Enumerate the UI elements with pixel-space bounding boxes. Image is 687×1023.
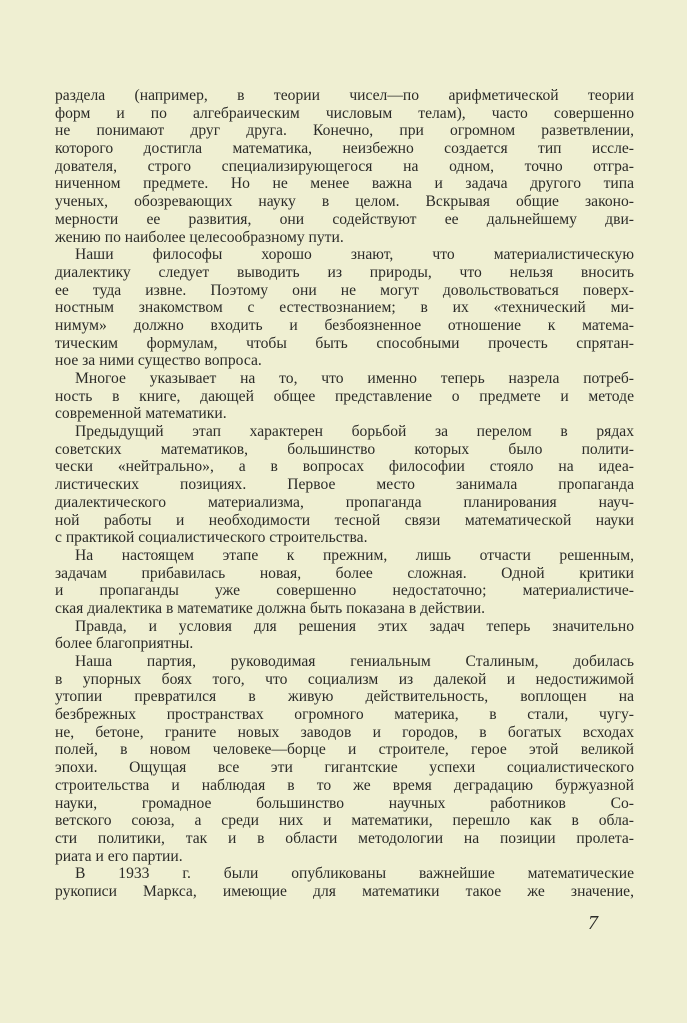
- text-line: ская диалектика в математике должна быть показана в действии.: [55, 599, 485, 617]
- text-line: ее туда извне. Поэтому они не могут довольствоваться поверх-: [55, 281, 634, 299]
- text-line: раздела (например, в теории чисел—по арифметической теории: [55, 87, 634, 104]
- paragraph: [55, 865, 634, 900]
- page-number: 7: [588, 912, 598, 934]
- text-line: ность в книге, дающей общее представление о предмете и методе: [55, 387, 634, 405]
- paragraph: [55, 547, 634, 618]
- text-line: утопии превратился в живую действительность, воплощен на: [55, 688, 634, 706]
- text-line: чески «нейтрально», а в вопросах философии стояло на идеа-: [55, 458, 634, 476]
- text-line: рукописи Маркса, имеющие для математики такое же значение,: [55, 882, 634, 900]
- paragraph: [55, 370, 634, 423]
- paragraph: [55, 653, 634, 865]
- text-line: На настоящем этапе к прежним, лишь отчасти решенным,: [75, 546, 634, 564]
- text-line: не, бетоне, граните новых заводов и городов, в богатых всходах: [55, 723, 634, 741]
- text-line: Наши философы хорошо знают, что материалистическую: [75, 246, 634, 264]
- text-line: ностным знакомством с естествознанием; в их «технический ми-: [55, 299, 634, 317]
- text-line: полей, в новом человеке—борце и строителе, герое этой великой: [55, 741, 634, 759]
- text-line: диалектику следует выводить из природы, что нельзя вносить: [55, 263, 634, 281]
- paragraph: [55, 423, 634, 547]
- text-line: науки, громадное большинство научных работников Со-: [55, 794, 634, 812]
- text-line: В 1933 г. были опубликованы важнейшие математические: [75, 865, 634, 883]
- text-line: ветского союза, а среди них и математики, перешло как в обла-: [55, 812, 634, 830]
- text-line: эпохи. Ощущая все эти гигантские успехи социалистического: [55, 759, 634, 777]
- text-line: риата и его партии.: [55, 847, 183, 865]
- text-line: задачам прибавилась новая, более сложная. Одной критики: [55, 564, 634, 582]
- text-line: современной математики.: [55, 405, 227, 423]
- text-line: с практикой социалистического строительства.: [55, 529, 368, 547]
- text-line: которого достигла математика, неизбежно создается тип иссле-: [55, 140, 634, 158]
- text-line: Многое указывает на то, что именно теперь назрела потреб-: [75, 370, 634, 387]
- text-line: Правда, и условия для решения этих задач теперь значительно: [75, 617, 634, 635]
- text-line: более благоприятны.: [55, 635, 194, 653]
- text-line: нимум» должно входить и безбоязненное отношение к матема-: [55, 316, 634, 334]
- text-line: строительства и наблюдая в то же время деградацию буржуазной: [55, 776, 634, 794]
- text-line: тическим формулам, чтобы быть способными прочесть спрятан-: [55, 334, 634, 352]
- text-line: ное за ними существо вопроса.: [55, 352, 262, 370]
- text-line: Наша партия, руководимая гениальным Сталиным, добилась: [75, 653, 634, 670]
- text-line: Предыдущий этап характерен борьбой за перелом в рядах: [75, 423, 634, 441]
- text-line: ученых, обозревающих науку в целом. Вскрывая общие законо-: [55, 193, 634, 211]
- text-line: и пропаганды уже совершенно недостаточно; материалистиче-: [55, 582, 634, 600]
- paragraph: [55, 246, 634, 370]
- text-line: жению по наиболее целесообразному пути.: [55, 228, 344, 246]
- text-line: безбрежных пространствах огромного материка, в стали, чугу-: [55, 706, 634, 724]
- text-line: ниченном предмете. Но не менее важна и задача другого типа: [55, 175, 634, 193]
- text-line: диалектического материализма, пропаганда планирования науч-: [55, 493, 634, 511]
- text-line: не понимают друг друга. Конечно, при огромном разветвлении,: [55, 122, 634, 140]
- text-line: сти политики, так и в области методологии на позиции пролета-: [55, 829, 634, 847]
- text-line: дователя, строго специализирующегося на одном, точно отгра-: [55, 157, 634, 175]
- text-line: ной работы и необходимости тесной связи математической науки: [55, 511, 634, 529]
- text-line: советских математиков, большинство которых было полити-: [55, 440, 634, 458]
- text-line: листических позициях. Первое место занимала пропаганда: [55, 476, 634, 494]
- text-line: форм и по алгебраическим числовым телам), часто совершенно: [55, 104, 634, 122]
- paragraph: [55, 87, 634, 246]
- body-text: [55, 87, 634, 901]
- text-line: в упорных боях того, что социализм из далекой и недостижимой: [55, 670, 634, 688]
- text-line: мерности ее развития, они содействуют ее дальнейшему дви-: [55, 210, 634, 228]
- paragraph: [55, 618, 634, 653]
